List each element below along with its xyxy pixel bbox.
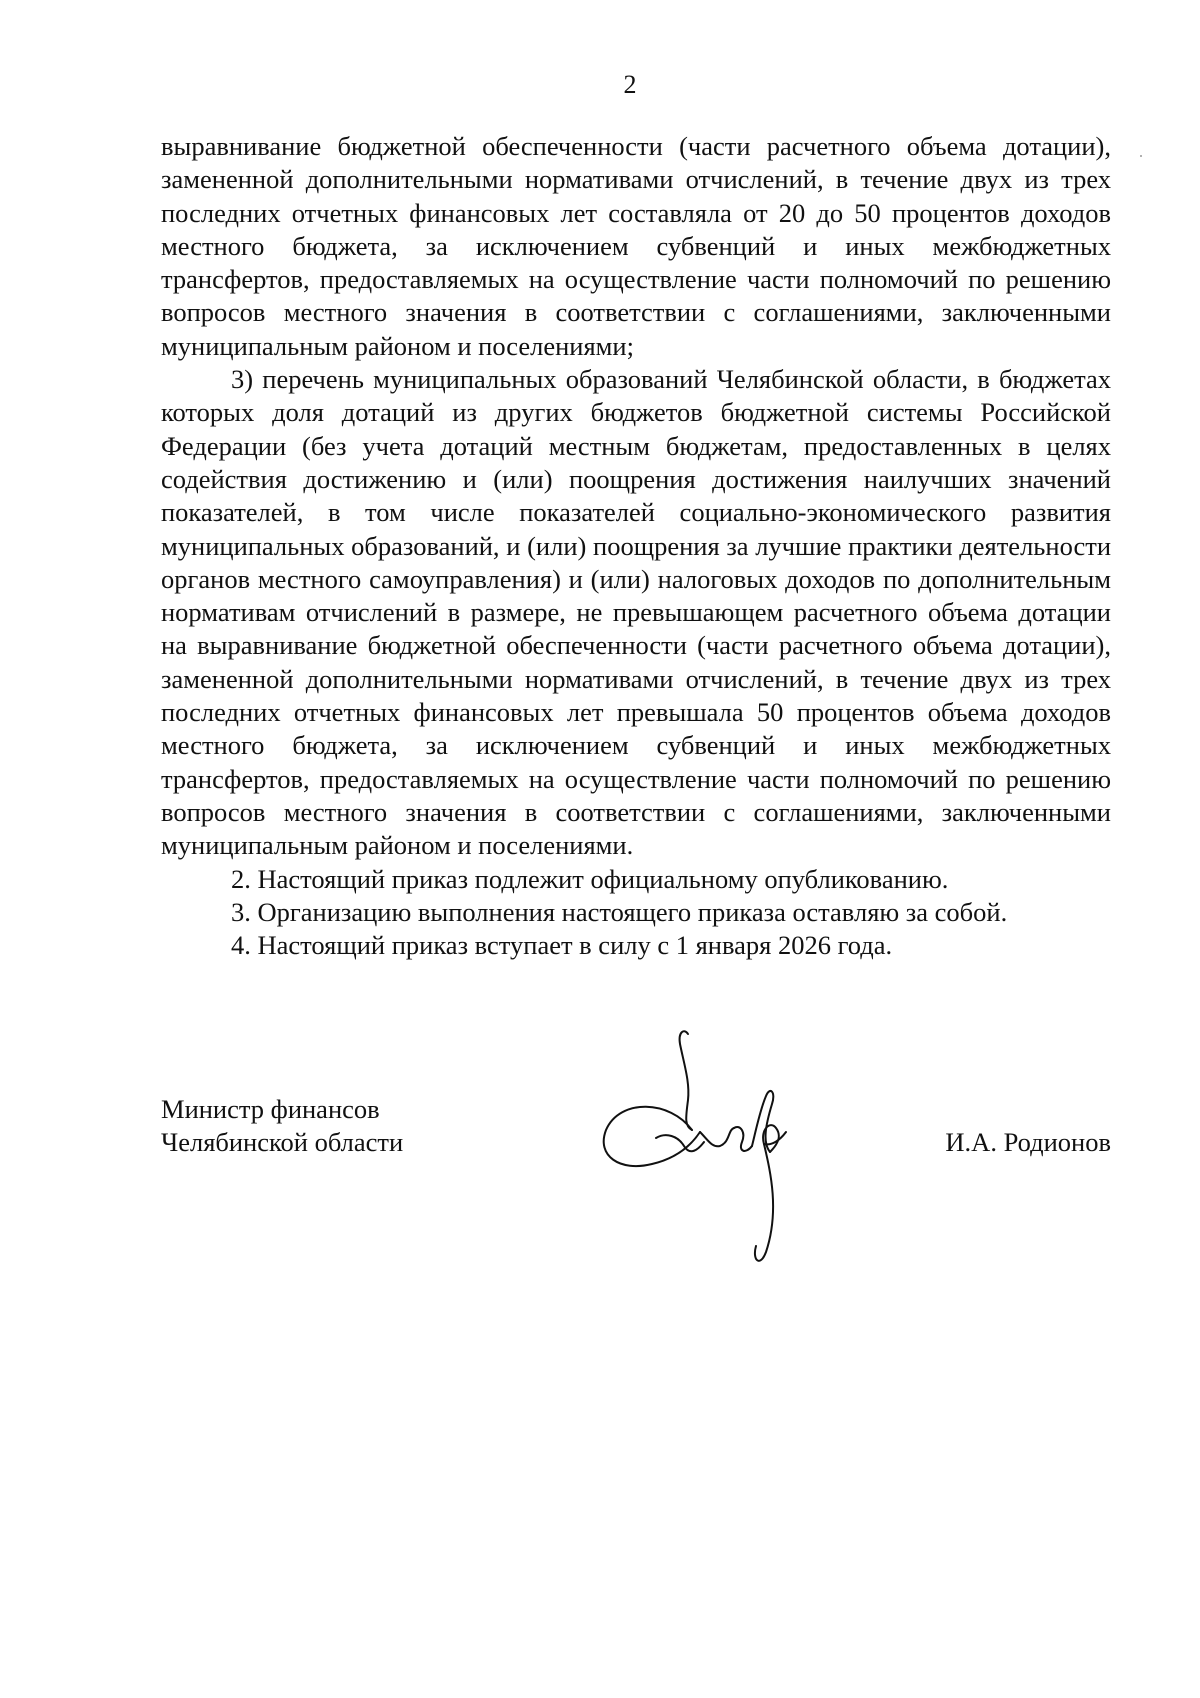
scan-speck	[1140, 155, 1142, 157]
signatory-position-line-1: Министр финансов	[161, 1094, 380, 1124]
paragraph-clause-4: 4. Настоящий приказ вступает в силу с 1 января 2026 года.	[231, 930, 893, 961]
document-body	[161, 130, 1111, 962]
paragraph-clause-3: 3. Организацию выполнения настоящего приказа оставляю за собой.	[231, 896, 1008, 927]
signatory-position	[161, 1093, 403, 1160]
signatory-position-line-2: Челябинской области	[161, 1127, 404, 1158]
page-number: 2	[623, 70, 637, 99]
handwritten-signature	[600, 1020, 830, 1280]
signatory-name: И.А. Родионов	[945, 1127, 1111, 1157]
paragraph-continuation: выравнивание бюджетной обеспеченности (части расчетного объема дотации), замененной дополнительными нормативами отчислений, в течение двух из трех последних отчетных финансовых лет составляла от 20 до 50 процентов доходов местного бюджета, за исключением субвенций и иных межбюджетных трансфертов, предоставляемых на осуществление части полномочий по решению вопросов местного значения в соответствии с соглашениями, заключенными муниципальным районом и поселениями;	[161, 131, 1111, 361]
paragraph-item-3: 3) перечень муниципальных образований Челябинской области, в бюджетах которых доля дотаций из других бюджетов бюджетной системы Российской Федерации (без учета дотаций местным бюджетам, предоставленных в целях содействия достижению и (или) поощрения достижения наилучших значений показателей, в том числе показателей социально-экономического развития муниципальных образований, и (или) поощрения за лучшие практики деятельности органов местного самоуправления) и (или) налоговых доходов по дополнительным нормативам отчислений в размере, не превышающем расчетного объема дотации на выравнивание бюджетной обеспеченности (части расчетного объема дотации), замененной дополнительными нормативами отчислений, в течение двух из трех последних отчетных финансовых лет превышала 50 процентов объема доходов местного бюджета, за исключением субвенций и иных межбюджетных трансфертов, предоставляемых на осуществление части полномочий по решению вопросов местного значения в соответствии с соглашениями, заключенными муниципальным районом и поселениями.	[161, 364, 1111, 861]
paragraph-clause-2: 2. Настоящий приказ подлежит официальному опубликованию.	[231, 863, 949, 894]
